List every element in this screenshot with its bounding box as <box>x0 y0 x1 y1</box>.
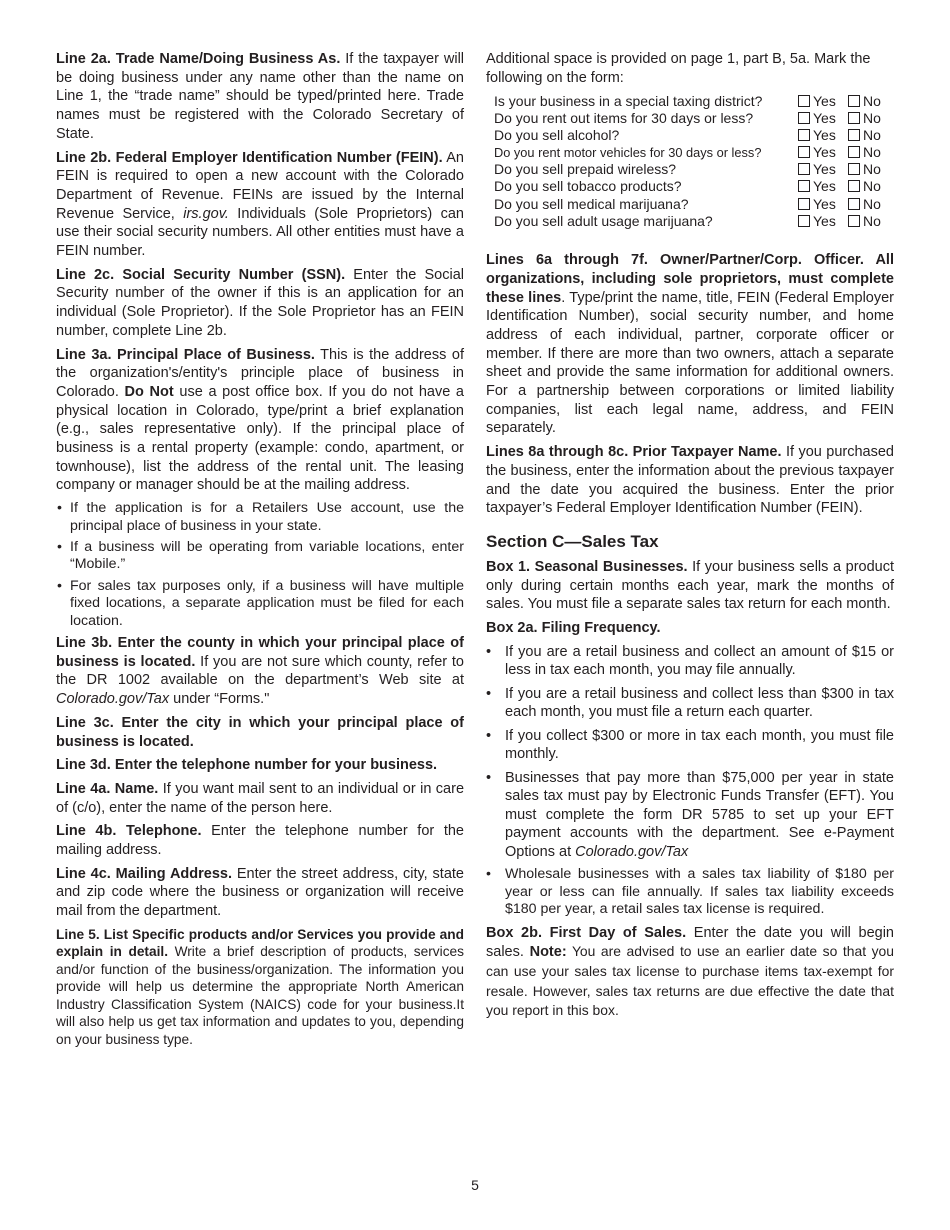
line-3c-heading: Line 3c. Enter the city in which your principal place of business is located. <box>56 714 464 750</box>
left-column <box>56 50 464 1053</box>
colorado-tax-link[interactable]: Colorado.gov/Tax <box>575 843 689 860</box>
question-text: Do you sell alcohol? <box>494 127 620 144</box>
question-text: Is your business in a special taxing district? <box>494 92 763 109</box>
bullet-item: • If the application is for a Retailers Use account, use the principal place of business in your state. <box>56 500 464 535</box>
line-6-paragraph <box>486 251 894 438</box>
line-4c-text: Enter the street address, city, state and zip code where the business or organization will receive mail from the department. <box>56 865 464 920</box>
yes-label: Yes <box>813 178 836 195</box>
section-c-title: Section C—Sales Tax <box>486 532 659 551</box>
question-row <box>494 127 886 144</box>
no-option[interactable] <box>848 93 886 109</box>
yes-label: Yes <box>813 127 836 144</box>
line-6-text: . Type/print the name, title, FEIN (Federal Employer Identification Number), social security number, and home address of each individual, partner, corporate officer or member. If there are more than two owners, attach a separate sheet and provide the same information for additional owners. For a partnership between corporations or limited liability companies, list each legal name, address, and FEIN separately. <box>486 289 895 437</box>
yes-option[interactable] <box>798 196 842 212</box>
yes-option[interactable] <box>798 127 842 143</box>
line-4a-paragraph <box>56 780 464 817</box>
bullet-item-eft <box>486 769 894 862</box>
yes-checkbox[interactable] <box>798 129 810 141</box>
no-checkbox[interactable] <box>848 180 860 192</box>
bullet-item: • Wholesale businesses with a sales tax liability of $180 per year or less can file annually. If sales tax liability exceeds $180 per year, a retail sales tax license is required. <box>486 866 894 918</box>
question-row <box>494 212 886 229</box>
line-5-paragraph <box>56 926 464 1049</box>
yes-label: Yes <box>813 144 836 161</box>
box-2a-heading: Box 2a. Filing Frequency. <box>486 620 661 637</box>
box-2a-paragraph <box>486 619 894 638</box>
line-3a-bullet-list <box>56 500 464 630</box>
yes-checkbox[interactable] <box>798 198 810 210</box>
yes-label: Yes <box>813 92 836 109</box>
yes-option[interactable] <box>798 93 842 109</box>
line-2a-text: If the taxpayer will be doing business under any name other than the name on Line 1, the “trade name” should be typed/printed here. Trade names must be registered with the Colorado Secretary of State. <box>56 51 465 142</box>
yes-checkbox[interactable] <box>798 180 810 192</box>
box-1-paragraph <box>486 558 894 614</box>
note-label: Note: <box>529 944 567 961</box>
yes-option[interactable] <box>798 178 842 194</box>
line-3a-text: This is the address of the organization's/entity's principle place of business in Colorado. <box>56 346 464 400</box>
line-4c-paragraph <box>56 865 464 921</box>
no-option[interactable] <box>848 110 886 126</box>
yes-checkbox[interactable] <box>798 163 810 175</box>
question-row <box>494 110 886 127</box>
bullet-item: • For sales tax purposes only, if a business will have multiple fixed locations, a separate application must be filed for each location. <box>56 578 464 630</box>
yes-option[interactable] <box>798 110 842 126</box>
no-option[interactable] <box>848 144 886 160</box>
box-2a-bullet-list <box>486 643 894 919</box>
bullet-item: • If you are a retail business and collect an amount of $15 or less in tax each month, you may file annually. <box>486 643 894 680</box>
no-option[interactable] <box>848 178 886 194</box>
question-text: Do you sell tobacco products? <box>494 178 682 195</box>
questions-table <box>494 92 886 229</box>
bullet-item: • If you collect $300 or more in tax each month, you must file monthly. <box>486 727 894 764</box>
page-number: 5 <box>471 1177 479 1193</box>
line-3b-heading: Line 3b. Enter the county in which your principal place of business is located. <box>56 635 464 670</box>
line-2b-heading: Line 2b. Federal Employer Identification Number (FEIN). <box>56 149 443 166</box>
line-3d-heading: Line 3d. Enter the telephone number for your business. <box>56 757 438 774</box>
line-3a-heading: Line 3a. Principal Place of Business. <box>56 346 315 363</box>
do-not-emphasis: Do Not <box>124 383 174 400</box>
no-option[interactable] <box>848 213 886 229</box>
box-2b-text: Enter the date you will begin sales. <box>486 924 894 961</box>
no-checkbox[interactable] <box>848 146 860 158</box>
irs-link[interactable]: irs.gov. <box>183 205 229 222</box>
yes-option[interactable] <box>798 144 842 160</box>
question-row <box>494 92 886 109</box>
line-3a-paragraph <box>56 346 464 496</box>
line-5-heading: Line 5. List Specific products and/or Services you provide and explain in detail. <box>56 926 464 960</box>
question-text: Do you sell adult usage marijuana? <box>494 212 713 229</box>
box-2b-heading: Box 2b. First Day of Sales. <box>486 924 687 941</box>
no-label: No <box>863 110 881 127</box>
question-row <box>494 144 886 161</box>
yes-option[interactable] <box>798 213 842 229</box>
yes-label: Yes <box>813 161 836 178</box>
box-2b-paragraph <box>486 924 894 1022</box>
line-2a-paragraph <box>56 50 464 144</box>
question-text: Do you rent motor vehicles for 30 days or less? <box>494 144 762 160</box>
box-2b-text-cont: You are advised to use an earlier date so that you can use your sales tax license to purchase items tax-exempt for resale. However, sales tax returns are due effective the date that you report in this box. <box>486 943 894 1019</box>
no-option[interactable] <box>848 127 886 143</box>
yes-label: Yes <box>813 212 836 229</box>
box-1-heading: Box 1. Seasonal Businesses. <box>486 559 688 575</box>
no-checkbox[interactable] <box>848 112 860 124</box>
line-2b-text: An FEIN is required to open a new account with the Colorado Department of Revenue. FEINs are issued by the Internal Revenue Service, <box>56 149 464 222</box>
yes-option[interactable] <box>798 161 842 177</box>
line-4c-heading: Line 4c. Mailing Address. <box>56 865 232 882</box>
eft-text: Businesses that pay more than $75,000 per year in state sales tax must pay by Electronic Funds Transfer (EFT). You must complete the form DR 5785 to set up your EFT payment accounts with the department. See e-Payment Options at <box>505 769 894 860</box>
no-option[interactable] <box>848 161 886 177</box>
yes-checkbox[interactable] <box>798 95 810 107</box>
line-2c-heading: Line 2c. Social Security Number (SSN). <box>56 266 346 283</box>
line-4b-paragraph <box>56 822 464 859</box>
yes-checkbox[interactable] <box>798 146 810 158</box>
no-label: No <box>863 92 881 109</box>
line-4a-text: If you want mail sent to an individual or in care of (c/o), enter the name of the person here. <box>56 780 465 816</box>
line-8-heading: Lines 8a through 8c. Prior Taxpayer Name. <box>486 444 782 461</box>
questions-intro: Additional space is provided on page 1, part B, 5a. Mark the following on the form: <box>486 51 871 86</box>
question-row <box>494 161 886 178</box>
bullet-item: • If you are a retail business and collect less than $300 in tax each month, you must file a return each quarter. <box>486 685 894 722</box>
line-4a-heading: Line 4a. Name. <box>56 780 159 797</box>
colorado-tax-link[interactable]: Colorado.gov/Tax <box>56 691 170 708</box>
yes-checkbox[interactable] <box>798 215 810 227</box>
yes-label: Yes <box>813 195 836 212</box>
no-label: No <box>863 195 881 212</box>
no-checkbox[interactable] <box>848 129 860 141</box>
no-label: No <box>863 144 881 161</box>
question-text: Do you rent out items for 30 days or less? <box>494 110 754 127</box>
no-label: No <box>863 212 881 229</box>
no-label: No <box>863 127 881 144</box>
no-label: No <box>863 178 881 195</box>
line-6-heading: Lines 6a through 7f. Owner/Partner/Corp. Officer. All organizations, including sole proprietors, must complete these lines <box>486 252 894 306</box>
line-8-paragraph <box>486 443 894 518</box>
box-1-text: If your business sells a product only during certain months each year, mark the months of sales. You must file a separate sales tax return for each month. <box>486 559 894 613</box>
question-text: Do you sell medical marijuana? <box>494 195 689 212</box>
bullet-item: • If a business will be operating from variable locations, enter “Mobile.” <box>56 539 464 574</box>
line-4b-heading: Line 4b. Telephone. <box>56 823 202 840</box>
line-4b-text: Enter the telephone number for the mailing address. <box>56 823 464 859</box>
no-option[interactable] <box>848 196 886 212</box>
line-5-text: Write a brief description of products, services and/or function of the business/organization. The information you provide will help us determine the appropriate North American Industry Classification System (NAICS) code for your business.It will also help us get tax information and updates to you, depending on your business type. <box>56 944 464 1047</box>
line-3c-paragraph <box>56 714 464 751</box>
no-checkbox[interactable] <box>848 163 860 175</box>
no-checkbox[interactable] <box>848 215 860 227</box>
line-8-text: If you purchased the business, enter the information about the previous taxpayer and the date you acquired the business. Enter the prior taxpayer’s Federal Employer Identification Number (FEIN). <box>486 444 894 517</box>
question-row <box>494 195 886 212</box>
line-3d-paragraph <box>56 756 464 775</box>
line-2b-paragraph <box>56 149 464 261</box>
line-2b-text-cont: Individuals (Sole Proprietors) can use their social security numbers. All other entities must have a FEIN number. <box>56 205 464 260</box>
no-label: No <box>863 161 881 178</box>
no-checkbox[interactable] <box>848 95 860 107</box>
line-2c-paragraph <box>56 266 464 341</box>
line-3b-text: If you are not sure which county, refer to the DR 1002 available on the department’s Web site at <box>56 653 464 689</box>
line-3b-text-cont: under “Forms." <box>169 691 270 708</box>
line-3a-text-cont: use a post office box. If you do not have a physical location in Colorado, type/print a brief explanation (e.g., sales representative only). If the principal place of business is a rental property (example: condo, apartment, or townhouse), list the address of the rental unit. The leasing company or manager should be at the mailing address. <box>56 383 464 494</box>
question-row <box>494 178 886 195</box>
yes-label: Yes <box>813 110 836 127</box>
no-checkbox[interactable] <box>848 198 860 210</box>
yes-checkbox[interactable] <box>798 112 810 124</box>
line-2c-text: Enter the Social Security number of the owner if this is an application for an individual (Sole Proprietor). If the Sole Proprietor has an FEIN number, complete Line 2b. <box>56 266 464 339</box>
line-2a-heading: Line 2a. Trade Name/Doing Business As. <box>56 51 341 67</box>
question-text: Do you sell prepaid wireless? <box>494 161 677 178</box>
line-3b-paragraph <box>56 634 464 709</box>
right-column <box>486 50 894 1026</box>
